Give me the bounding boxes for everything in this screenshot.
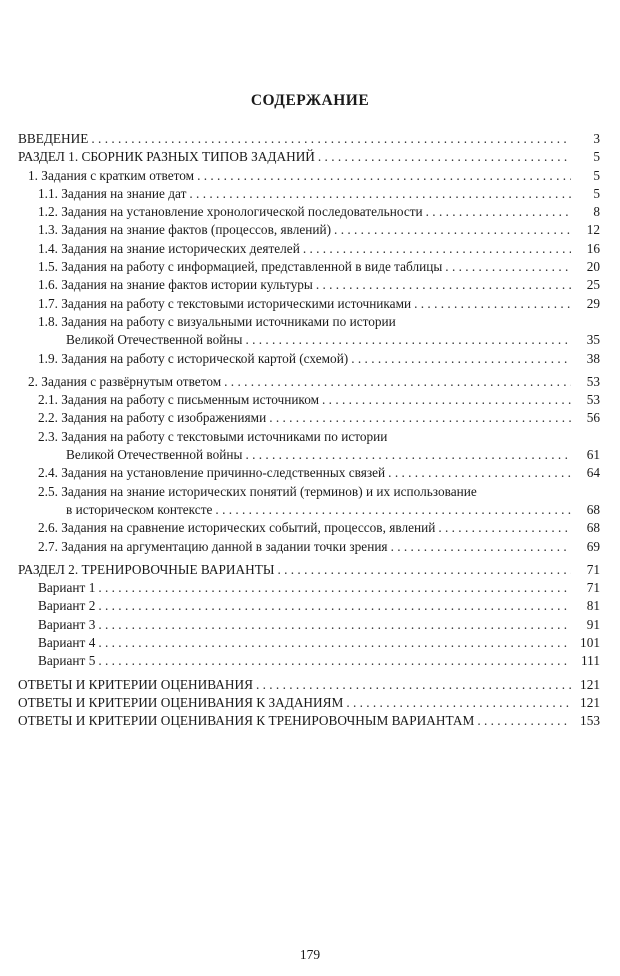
toc-entry[interactable] bbox=[18, 185, 600, 203]
toc-entry[interactable] bbox=[18, 148, 600, 166]
toc-leader-dots bbox=[91, 130, 571, 148]
toc-entry-page: 153 bbox=[580, 713, 600, 729]
toc-entry[interactable] bbox=[18, 538, 600, 556]
toc-entry-title: 1. Задания с кратким ответом bbox=[28, 167, 195, 183]
toc-entry-title: 1.6. Задания на знание фактов истории культуры bbox=[38, 277, 313, 293]
toc-entry-title: ВВЕДЕНИЕ bbox=[18, 131, 89, 146]
toc-entry[interactable] bbox=[18, 331, 600, 349]
toc-entry[interactable] bbox=[18, 519, 600, 537]
toc-entry[interactable] bbox=[18, 391, 600, 409]
toc-leader-dots bbox=[256, 676, 571, 694]
toc-entry-page: 121 bbox=[580, 676, 600, 692]
toc-entry-page: 38 bbox=[586, 350, 600, 366]
toc-entry-title: 2.6. Задания на сравнение исторических событий, процессов, явлений bbox=[38, 520, 436, 536]
toc-entry-page: 121 bbox=[580, 694, 600, 710]
toc-entry[interactable] bbox=[18, 616, 600, 634]
toc-leader-dots bbox=[303, 240, 571, 258]
toc-entry[interactable] bbox=[18, 446, 600, 464]
toc-entry[interactable] bbox=[18, 350, 600, 368]
toc-entry[interactable] bbox=[18, 561, 600, 579]
toc-leader-dots bbox=[445, 258, 571, 276]
toc-entry-page: 68 bbox=[586, 520, 600, 536]
toc-entry-title: Вариант 4 bbox=[38, 635, 96, 651]
toc-entry-title: ОТВЕТЫ И КРИТЕРИИ ОЦЕНИВАНИЯ К ЗАДАНИЯМ bbox=[18, 694, 344, 710]
toc-leader-dots bbox=[224, 373, 571, 391]
toc-leader-dots bbox=[98, 652, 571, 670]
toc-leader-dots bbox=[245, 331, 571, 349]
toc-entry-title: РАЗДЕЛ 1. СБОРНИК РАЗНЫХ ТИПОВ ЗАДАНИЙ bbox=[18, 149, 315, 165]
toc-entry-page: 64 bbox=[586, 465, 600, 481]
toc-entry[interactable] bbox=[18, 634, 600, 652]
toc-entry-page: 25 bbox=[586, 277, 600, 293]
toc-entry-title: 2. Задания с развёрнутым ответом bbox=[28, 373, 222, 389]
toc-entry-title: Великой Отечественной войны bbox=[66, 332, 243, 348]
toc-entry-title: Вариант 3 bbox=[38, 616, 96, 632]
toc-entry[interactable] bbox=[18, 652, 600, 670]
toc-entry[interactable] bbox=[18, 597, 600, 615]
toc-entry-title: 1.7. Задания на работу с текстовыми историческими источниками bbox=[38, 295, 412, 311]
toc-leader-dots bbox=[98, 616, 571, 634]
toc-entry-title: Вариант 1 bbox=[38, 580, 96, 596]
toc-leader-dots bbox=[245, 446, 571, 464]
toc-leader-dots bbox=[438, 519, 571, 537]
toc-entry-title: ОТВЕТЫ И КРИТЕРИИ ОЦЕНИВАНИЯ bbox=[18, 676, 253, 692]
toc-entry[interactable] bbox=[18, 694, 600, 712]
toc-entry[interactable] bbox=[18, 464, 600, 482]
toc-entry[interactable] bbox=[18, 409, 600, 427]
toc-entry-title: 1.8. Задания на работу с визуальными источниками по истории bbox=[38, 313, 396, 329]
toc-entry[interactable] bbox=[18, 221, 600, 239]
toc-entry[interactable] bbox=[18, 501, 600, 519]
toc-leader-dots bbox=[189, 185, 571, 203]
toc-leader-dots bbox=[477, 712, 571, 730]
toc-entry-title: 2.5. Задания на знание исторических понятий (терминов) и их использование bbox=[38, 483, 477, 499]
toc-entry-page: 71 bbox=[586, 561, 600, 577]
toc-entry-page: 68 bbox=[586, 501, 600, 517]
toc-entry-page: 3 bbox=[593, 131, 600, 146]
toc-entry-page: 91 bbox=[586, 616, 600, 632]
toc-entry-title: ОТВЕТЫ И КРИТЕРИИ ОЦЕНИВАНИЯ К ТРЕНИРОВОЧНЫМ ВАРИАНТАМ bbox=[18, 713, 475, 729]
toc-entry-title: Вариант 2 bbox=[38, 598, 96, 614]
toc-entry[interactable] bbox=[18, 276, 600, 294]
toc-entry[interactable] bbox=[18, 167, 600, 185]
toc-entry-title: 2.3. Задания на работу с текстовыми источниками по истории bbox=[38, 428, 388, 444]
toc-entry-title: 2.1. Задания на работу с письменным источником bbox=[38, 392, 320, 408]
toc-entry-page: 12 bbox=[586, 222, 600, 238]
toc-entry-page: 53 bbox=[586, 392, 600, 408]
toc-entry-page: 5 bbox=[593, 167, 600, 183]
toc-leader-dots bbox=[277, 561, 571, 579]
toc-entry-page: 20 bbox=[586, 259, 600, 275]
toc-leader-dots bbox=[98, 597, 571, 615]
toc-leader-dots bbox=[215, 501, 571, 519]
toc-entry-title: 1.2. Задания на установление хронологической последовательности bbox=[38, 204, 423, 220]
toc-entry-title: 1.1. Задания на знание дат bbox=[38, 185, 187, 201]
toc-entry[interactable] bbox=[18, 712, 600, 730]
toc-entry-title: 1.3. Задания на знание фактов (процессов, явлений) bbox=[38, 222, 332, 238]
toc-leader-dots bbox=[197, 167, 571, 185]
toc-entry-title: в историческом контексте bbox=[66, 501, 213, 517]
toc-leader-dots bbox=[318, 148, 571, 166]
toc-entry-title: 1.5. Задания на работу с информацией, представленной в виде таблицы bbox=[38, 259, 443, 275]
toc-entry[interactable] bbox=[18, 483, 600, 501]
toc-entry-title: РАЗДЕЛ 2. ТРЕНИРОВОЧНЫЕ ВАРИАНТЫ bbox=[18, 561, 275, 577]
toc-entry-page: 29 bbox=[586, 295, 600, 311]
toc-entry[interactable] bbox=[18, 130, 600, 148]
toc-entry-title: 1.9. Задания на работу с исторической картой (схемой) bbox=[38, 350, 349, 366]
toc-leader-dots bbox=[334, 221, 571, 239]
toc-entry[interactable] bbox=[18, 295, 600, 313]
toc-entry[interactable] bbox=[18, 258, 600, 276]
toc-leader-dots bbox=[426, 203, 571, 221]
toc-entry-title: 1.4. Задания на знание исторических деятелей bbox=[38, 240, 300, 256]
toc-entry[interactable] bbox=[18, 373, 600, 391]
toc-entry-page: 61 bbox=[586, 447, 600, 463]
toc-entry-page: 35 bbox=[586, 332, 600, 348]
toc-entry-page: 101 bbox=[580, 635, 600, 651]
toc-entry-page: 8 bbox=[593, 204, 600, 220]
toc-entry-page: 16 bbox=[586, 240, 600, 256]
toc-entry-page: 69 bbox=[586, 538, 600, 554]
toc-entry[interactable] bbox=[18, 203, 600, 221]
toc-entry-title: 2.2. Задания на работу с изображениями bbox=[38, 410, 267, 426]
toc-leader-dots bbox=[346, 694, 571, 712]
toc-leader-dots bbox=[351, 350, 571, 368]
toc-entry-page: 5 bbox=[593, 185, 600, 201]
page-number: 179 bbox=[299, 947, 321, 962]
toc-entry[interactable] bbox=[18, 676, 600, 694]
toc-leader-dots bbox=[269, 409, 571, 427]
toc-leader-dots bbox=[322, 391, 571, 409]
toc-entry[interactable] bbox=[18, 428, 600, 446]
toc-leader-dots bbox=[98, 579, 571, 597]
toc-entry-title: Великой Отечественной войны bbox=[66, 447, 243, 463]
toc-entry-page: 71 bbox=[586, 580, 600, 596]
toc-entry-title: Вариант 5 bbox=[38, 653, 96, 669]
toc-entry-page: 53 bbox=[586, 373, 600, 389]
table-of-contents bbox=[18, 130, 600, 731]
toc-entry[interactable] bbox=[18, 579, 600, 597]
toc-leader-dots bbox=[391, 538, 571, 556]
toc-leader-dots bbox=[316, 276, 571, 294]
toc-entry-title: 2.7. Задания на аргументацию данной в задании точки зрения bbox=[38, 538, 388, 554]
toc-entry-title: 2.4. Задания на установление причинно-следственных связей bbox=[38, 465, 386, 481]
toc-leader-dots bbox=[388, 464, 571, 482]
toc-entry-page: 56 bbox=[586, 410, 600, 426]
toc-entry-page: 81 bbox=[586, 598, 600, 614]
toc-leader-dots bbox=[414, 295, 571, 313]
toc-leader-dots bbox=[98, 634, 571, 652]
page-title: СОДЕРЖАНИЕ bbox=[250, 92, 370, 109]
toc-entry[interactable] bbox=[18, 240, 600, 258]
toc-entry[interactable] bbox=[18, 313, 600, 331]
toc-entry-page: 5 bbox=[593, 149, 600, 165]
toc-entry-page: 111 bbox=[581, 653, 600, 669]
